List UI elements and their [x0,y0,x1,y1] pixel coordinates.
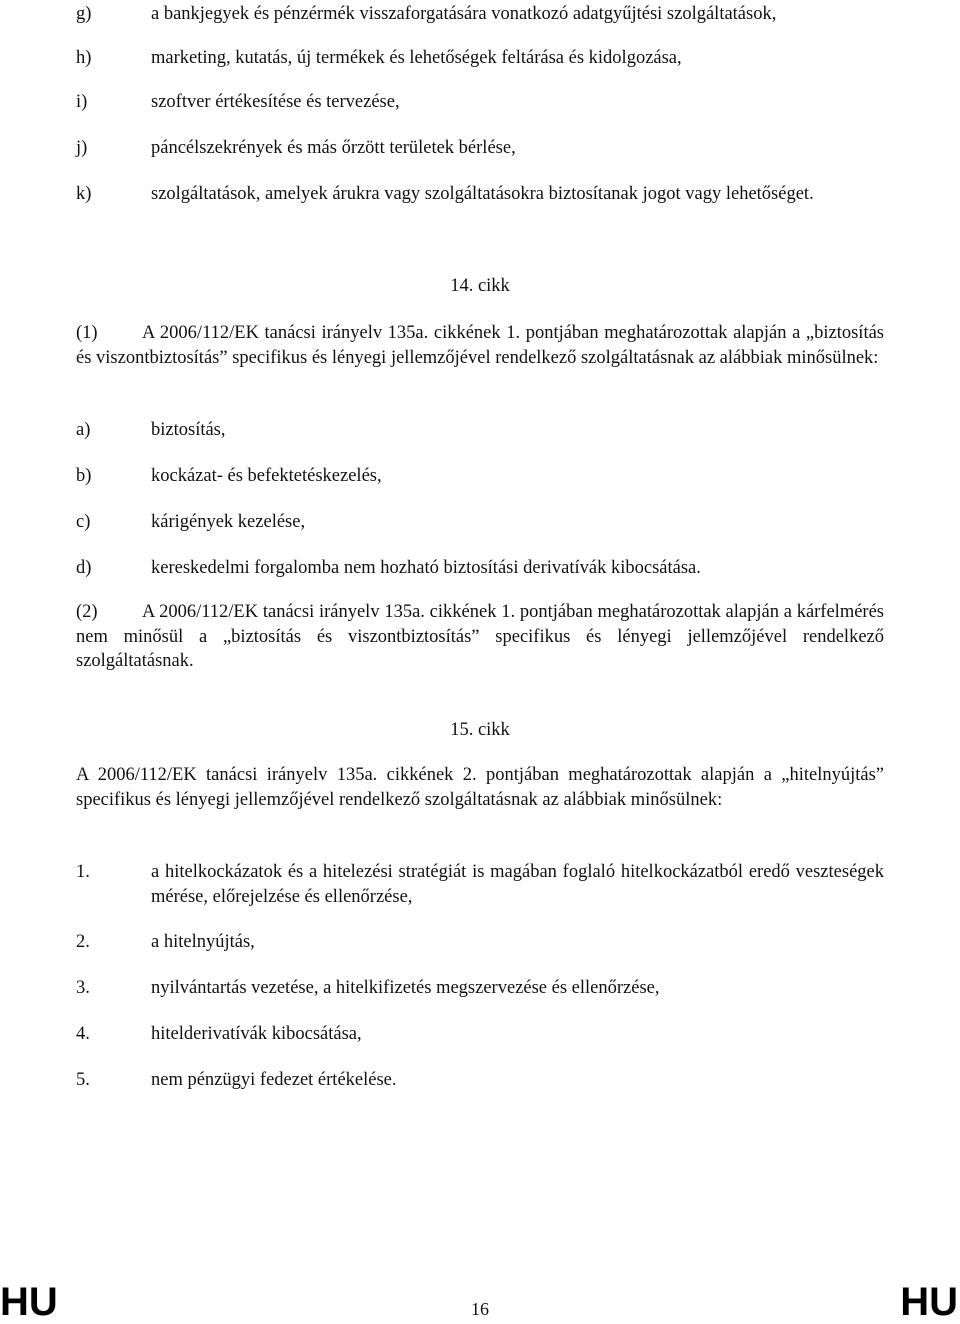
list-item-text: nem pénzügyi fedezet értékelése. [151,1070,397,1090]
list-item-label: j) [76,138,88,158]
list-item-label: g) [76,4,92,24]
list-item-text: a bankjegyek és pénzérmék visszaforgatására vonatkozó adatgyűjtési szolgáltatások, [151,4,777,24]
list-item-label: k) [76,184,92,204]
list-item-label: h) [76,48,92,68]
list-item-label: d) [76,558,92,578]
paragraph-number: (1) [76,323,98,343]
paragraph-text: A 2006/112/EK tanácsi irányelv 135a. cikkének 1. pontjában meghatározottak alapján a „biztosítás és viszontbiztosítás” specifikus és lényegi jellemzőjével rendelkező szolgáltatásnak az alábbiak minősülnek: [76,323,884,368]
list-item-text: szoftver értékesítése és tervezése, [151,92,400,112]
list-item-label: i) [76,92,88,112]
list-item-label: 5. [76,1070,90,1090]
list-item-text: kárigények kezelése, [151,512,306,532]
list-item-text: kereskedelmi forgalomba nem hozható biztosítási derivatívák kibocsátása. [151,558,701,578]
article-heading: 14. cikk [450,276,510,296]
list-item-label: 3. [76,978,90,998]
list-item-text: nyilvántartás vezetése, a hitelkifizetés megszervezése és ellenőrzése, [151,978,660,998]
paragraph [76,321,884,370]
language-code-left: HU [0,1280,58,1324]
article-heading: 15. cikk [450,720,510,740]
list-item-label: 1. [76,862,90,882]
list-item-text: marketing, kutatás, új termékek és lehetőségek feltárása és kidolgozása, [151,48,682,68]
list-item-label: c) [76,512,91,532]
list-item-label: a) [76,420,91,440]
paragraph: A 2006/112/EK tanácsi irányelv 135a. cikkének 2. pontjában meghatározottak alapján a „hitelnyújtás” specifikus és lényegi jellemzőjével rendelkező szolgáltatásnak az alábbiak minősülnek: [76,765,884,810]
list-item-text: a hitelkockázatok és a hitelezési stratégiát is magában foglaló hitelkockázatból eredő veszteségek mérése, előrejelzése és ellenőrzése, [151,862,884,907]
paragraph-text: A 2006/112/EK tanácsi irányelv 135a. cikkének 1. pontjában meghatározottak alapján a kárfelmérés nem minősül a „biztosítás és viszontbiztosítás” specifikus és lényegi jellemzőjével rendelkező szolgáltatásnak. [76,602,884,671]
paragraph [76,600,884,674]
list-item-text: páncélszekrények és más őrzött területek bérlése, [151,138,516,158]
language-code-right: HU [900,1280,958,1324]
list-item-label: 2. [76,932,90,952]
list-item-text: szolgáltatások, amelyek árukra vagy szolgáltatásokra biztosítanak jogot vagy lehetőséget. [151,184,814,204]
list-item-text: hitelderivatívák kibocsátása, [151,1024,362,1044]
list-item-text: kockázat- és befektetéskezelés, [151,466,382,486]
list-item-label: b) [76,466,92,486]
list-item-label: 4. [76,1024,90,1044]
list-item-text: biztosítás, [151,420,226,440]
paragraph-number: (2) [76,602,98,622]
page-number: 16 [471,1299,489,1319]
list-item-text: a hitelnyújtás, [151,932,255,952]
